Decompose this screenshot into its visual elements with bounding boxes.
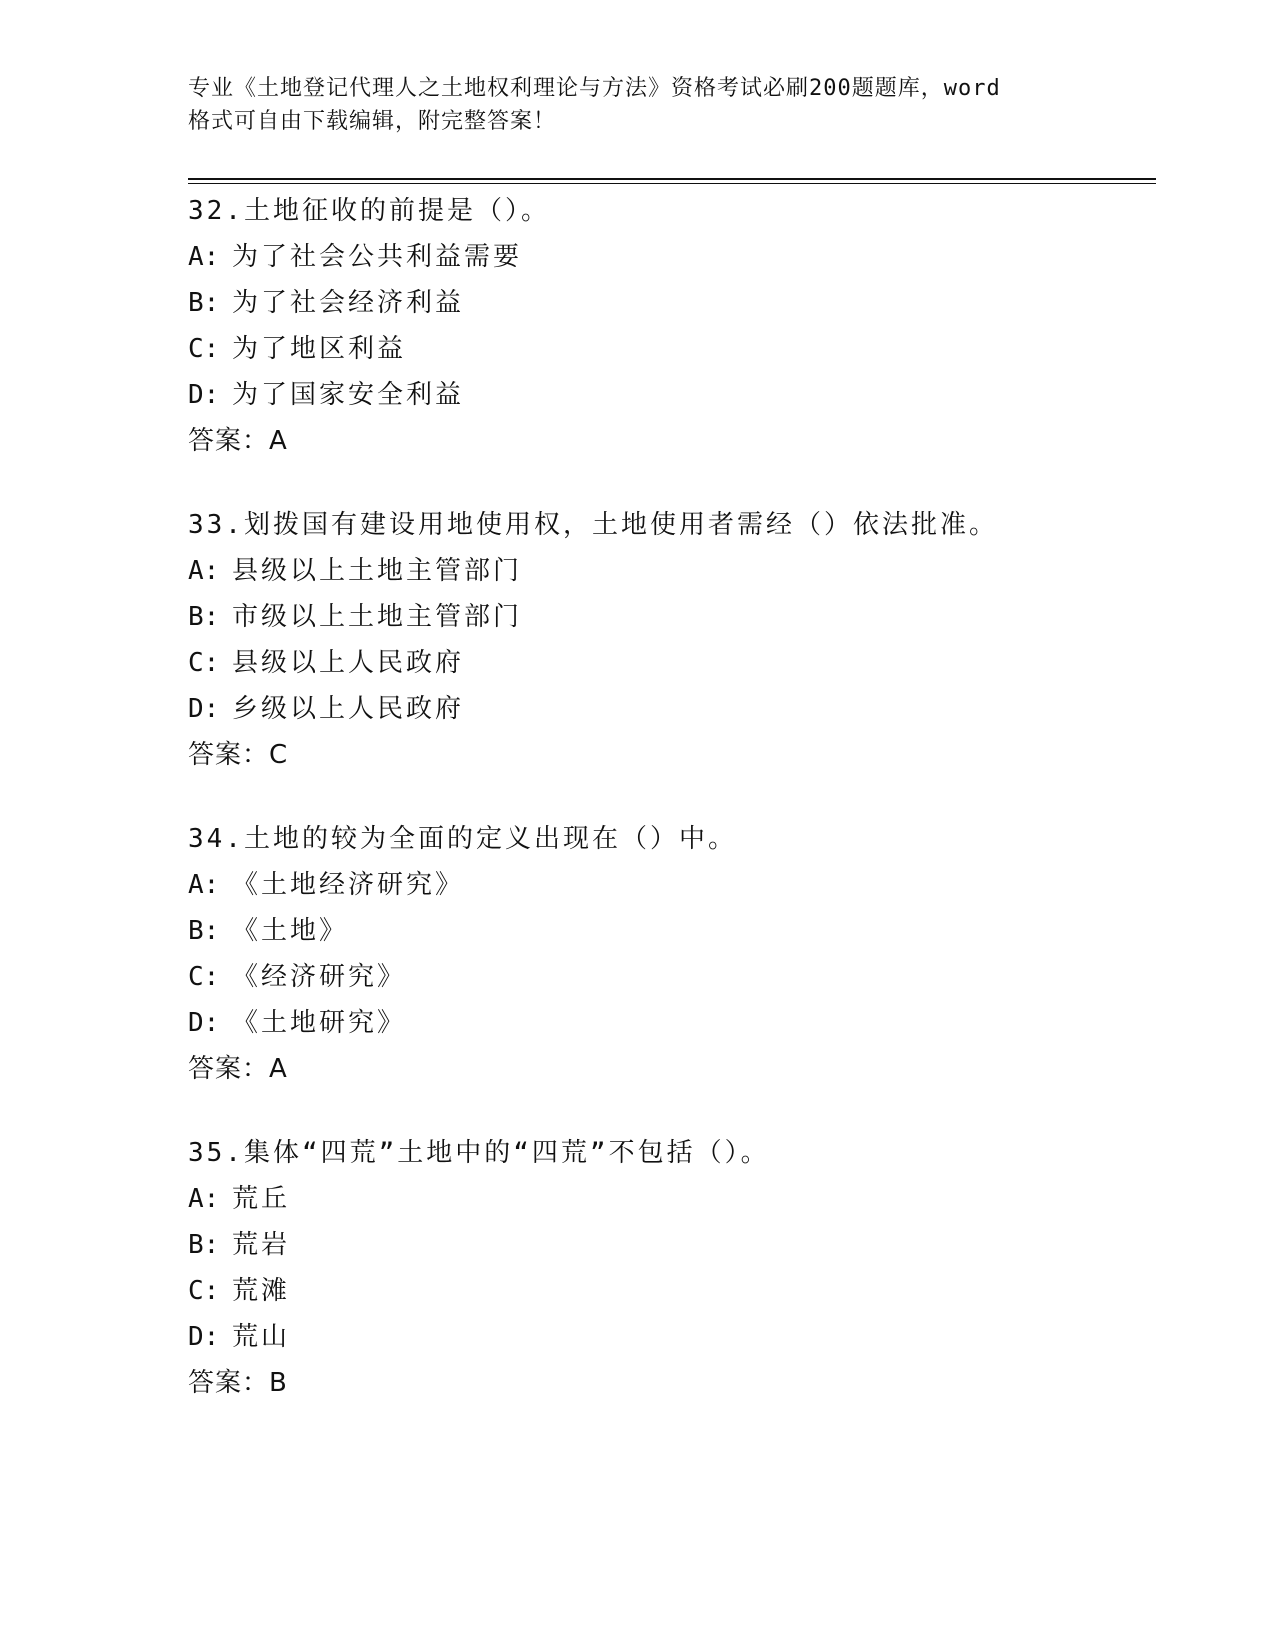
option-letter: B:	[188, 1230, 220, 1260]
option-letter: D:	[188, 1322, 220, 1352]
option-text: 为了社会公共利益需要	[232, 242, 523, 272]
option-a	[188, 234, 1148, 280]
header-line-1: 专业《土地登记代理人之土地权利理论与方法》资格考试必刷200题题库，word	[188, 76, 1001, 101]
option-c	[188, 954, 1148, 1000]
option-letter: C:	[188, 1276, 220, 1306]
option-b	[188, 280, 1148, 326]
option-d	[188, 1314, 1148, 1360]
option-b	[188, 908, 1148, 954]
option-d	[188, 372, 1148, 418]
question-list	[188, 188, 1148, 1444]
option-letter: C:	[188, 334, 220, 364]
option-text: 《土地》	[232, 916, 349, 946]
option-text: 《经济研究》	[232, 962, 407, 992]
answer-line: 答案：C	[188, 740, 289, 770]
option-letter: D:	[188, 1008, 220, 1038]
option-text: 《土地经济研究》	[232, 870, 465, 900]
option-letter: D:	[188, 380, 220, 410]
option-letter: C:	[188, 648, 220, 678]
option-letter: A:	[188, 556, 220, 586]
question-title: 33.划拨国有建设用地使用权，土地使用者需经（）依法批准。	[188, 510, 998, 540]
question-33	[188, 502, 1148, 778]
question-title: 35.集体“四荒”土地中的“四荒”不包括（）。	[188, 1138, 770, 1168]
answer-line: 答案：A	[188, 1054, 288, 1084]
option-text: 县级以上人民政府	[232, 648, 465, 678]
header-divider-thin	[188, 183, 1156, 184]
option-text: 荒岩	[232, 1230, 291, 1260]
question-34	[188, 816, 1148, 1092]
header-divider-thick	[188, 178, 1156, 180]
option-letter: D:	[188, 694, 220, 724]
option-letter: A:	[188, 1184, 220, 1214]
option-text: 荒滩	[232, 1276, 291, 1306]
option-a	[188, 548, 1148, 594]
question-32	[188, 188, 1148, 464]
option-d	[188, 1000, 1148, 1046]
option-text: 县级以上土地主管部门	[232, 556, 523, 586]
option-b	[188, 594, 1148, 640]
header-line-2: 格式可自由下载编辑，附完整答案！	[188, 109, 557, 134]
option-letter: A:	[188, 870, 220, 900]
option-text: 荒山	[232, 1322, 291, 1352]
option-text: 乡级以上人民政府	[232, 694, 465, 724]
option-text: 为了社会经济利益	[232, 288, 465, 318]
option-text: 荒丘	[232, 1184, 291, 1214]
option-letter: A:	[188, 242, 220, 272]
question-title: 32.土地征收的前提是（）。	[188, 196, 550, 226]
option-c	[188, 1268, 1148, 1314]
option-b	[188, 1222, 1148, 1268]
option-letter: B:	[188, 916, 220, 946]
answer-line: 答案：B	[188, 1368, 288, 1398]
option-letter: B:	[188, 602, 220, 632]
option-text: 为了地区利益	[232, 334, 407, 364]
option-letter: B:	[188, 288, 220, 318]
option-text: 市级以上土地主管部门	[232, 602, 523, 632]
option-text: 为了国家安全利益	[232, 380, 465, 410]
option-a	[188, 862, 1148, 908]
option-letter: C:	[188, 962, 220, 992]
document-header	[188, 72, 1068, 138]
option-text: 《土地研究》	[232, 1008, 407, 1038]
question-35	[188, 1130, 1148, 1406]
question-title: 34.土地的较为全面的定义出现在（）中。	[188, 824, 737, 854]
answer-line: 答案：A	[188, 426, 288, 456]
option-c	[188, 640, 1148, 686]
option-c	[188, 326, 1148, 372]
option-d	[188, 686, 1148, 732]
option-a	[188, 1176, 1148, 1222]
